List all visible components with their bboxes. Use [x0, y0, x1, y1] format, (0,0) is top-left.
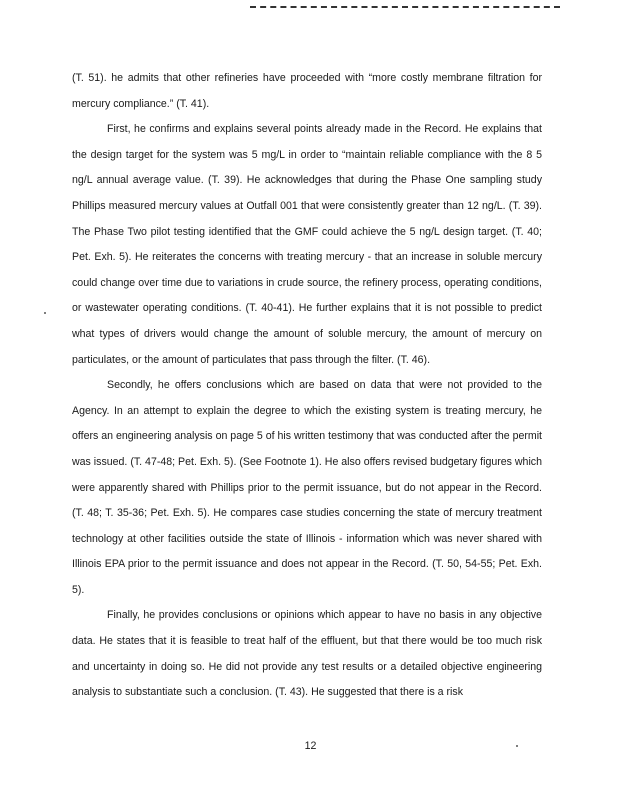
- paragraph-continuation: (T. 51). he admits that other refineries have proceeded with “more costly membrane filtration for mercury compliance.” (T. 41).: [72, 72, 542, 110]
- scan-speck: [516, 745, 518, 747]
- document-body: [72, 66, 542, 706]
- top-edge-rule: [250, 6, 560, 8]
- paragraph-first: First, he confirms and explains several points already made in the Record. He explains that the design target for the system was 5 mg/L in order to “maintain reliable compliance with the 8 5 ng/L annual average value. (T. 39). He acknowledges that during the Phase One sampling study Phillips measured mercury values at Outfall 001 that were consistently greater than 12 ng/L. (T. 39). The Phase Two pilot testing identified that the GMF could achieve the 5 ng/L design target. (T. 40; Pet. Exh. 5). He reiterates the concerns with treating mercury - that an increase in soluble mercury could change over time due to variations in crude source, the refinery process, operating conditions, or wastewater operating conditions. (T. 40-41). He further explains that it is not possible to predict what types of drivers would change the amount of soluble mercury, the amount of mercury on particulates, or the amount of particulates that pass through the filter. (T. 46).: [72, 123, 542, 366]
- page-number: 12: [304, 740, 317, 752]
- scan-speck: [44, 312, 46, 314]
- paragraph-finally: Finally, he provides conclusions or opinions which appear to have no basis in any objective data. He states that it is feasible to treat half of the effluent, but that there would be too much risk and uncertainty in doing so. He did not provide any test results or a detailed objective engineering analysis to substantiate such a conclusion. (T. 43). He suggested that there is a risk: [72, 609, 542, 699]
- paragraph-secondly: Secondly, he offers conclusions which are based on data that were not provided to the Agency. In an attempt to explain the degree to which the existing system is treating mercury, he offers an engineering analysis on page 5 of his written testimony that was conducted after the permit was issued. (T. 47-48; Pet. Exh. 5). (See Footnote 1). He also offers revised budgetary figures which were apparently shared with Phillips prior to the permit issuance, but do not appear in the Record. (T. 48; T. 35-36; Pet. Exh. 5). He compares case studies concerning the state of mercury treatment technology at other facilities outside the state of Illinois - information which was never shared with Illinois EPA prior to the permit issuance and does not appear in the Record. (T. 50, 54-55; Pet. Exh. 5).: [72, 379, 542, 596]
